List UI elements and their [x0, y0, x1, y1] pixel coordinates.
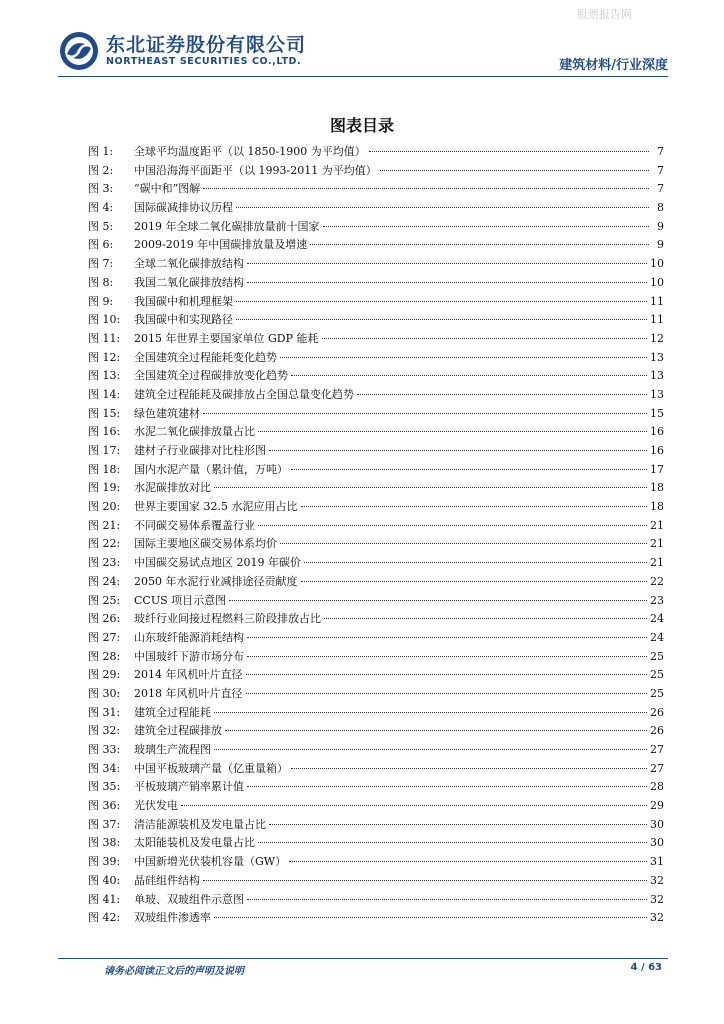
- page-header: [58, 30, 668, 74]
- toc-entry-page: 28: [650, 780, 664, 794]
- toc-entry-number: 图 20:: [88, 500, 121, 514]
- toc-dot-leader: [214, 748, 647, 750]
- toc-entry[interactable]: [88, 311, 664, 330]
- toc-entry-page: 16: [650, 425, 664, 439]
- toc-entry-label: 不同碳交易体系覆盖行业: [134, 518, 255, 532]
- toc-entry-page: 24: [650, 630, 664, 644]
- toc-entry-label: 我国碳中和机理框架: [134, 294, 233, 308]
- toc-entry-number: 图 29:: [88, 668, 121, 682]
- toc-dot-leader: [289, 860, 647, 862]
- toc-entry[interactable]: [88, 479, 664, 498]
- toc-entry-page: 7: [657, 163, 664, 177]
- toc-entry-number: 图 42:: [88, 911, 121, 925]
- toc-entry-number: 图 17:: [88, 444, 121, 457]
- toc-entry-label: 2015 年世界主要国家单位 GDP 能耗: [134, 331, 319, 345]
- toc-entry-number: 图 21:: [88, 518, 121, 532]
- toc-dot-leader: [247, 655, 647, 657]
- toc-entry-label: 2009-2019 年中国碳排放量及增速: [134, 238, 308, 252]
- toc-entry-number: 图 5:: [88, 219, 114, 233]
- toc-entry-number: 图 33:: [88, 743, 121, 756]
- toc-dot-leader: [214, 711, 647, 713]
- toc-entry-label: 建筑全过程能耗及碳排放占全国总量变化趋势: [134, 387, 354, 401]
- toc-entry-label: 全国建筑全过程碳排放变化趋势: [134, 369, 288, 383]
- toc-entry-page: 13: [650, 387, 664, 401]
- toc-entry[interactable]: [88, 722, 664, 741]
- toc-dot-leader: [236, 318, 647, 320]
- toc-dot-leader: [181, 804, 647, 806]
- toc-entry[interactable]: [88, 666, 664, 685]
- footer-disclaimer: 请务必阅读正文后的声明及说明: [104, 966, 244, 977]
- toc-entry[interactable]: [88, 704, 664, 723]
- toc-dot-leader: [247, 785, 647, 787]
- toc-dot-leader: [291, 767, 647, 769]
- toc-entry-number: 图 27:: [88, 630, 121, 644]
- toc-entry-label: CCUS 项目示意图: [134, 593, 227, 607]
- toc-entry-label: 水泥二氧化碳排放量占比: [134, 425, 255, 439]
- toc-entry[interactable]: [88, 778, 664, 797]
- toc-dot-leader: [247, 262, 647, 264]
- toc-dot-leader: [280, 356, 647, 358]
- toc-entry-label: 国际碳减排协议历程: [134, 201, 233, 215]
- toc-entry[interactable]: [88, 648, 664, 667]
- toc-dot-leader: [323, 225, 650, 227]
- toc-dot-leader: [246, 673, 648, 675]
- toc-dot-leader: [369, 150, 649, 152]
- toc-entry-label: 山东玻纤能源消耗结构: [134, 630, 244, 644]
- footer-divider: [58, 958, 668, 959]
- toc-entry-label: 玻璃生产流程图: [134, 743, 211, 756]
- table-of-figures: [88, 143, 664, 928]
- toc-dot-leader: [214, 486, 647, 488]
- toc-entry-page: 31: [650, 855, 664, 869]
- toc-dot-leader: [301, 580, 648, 582]
- toc-entry-page: 26: [650, 724, 664, 738]
- toc-entry-number: 图 34:: [88, 761, 121, 775]
- toc-entry-label: 中国新增光伏装机容量（GW）: [134, 855, 287, 869]
- toc-entry-label: 全国建筑全过程能耗变化趋势: [134, 350, 277, 364]
- toc-entry-label: 建筑全过程碳排放: [134, 724, 222, 738]
- toc-entry-number: 图 2:: [88, 163, 114, 177]
- toc-entry-label: 国内水泥产量（累计值，万吨）: [134, 462, 288, 476]
- toc-entry-page: 21: [650, 518, 664, 532]
- toc-entry-label: 晶硅组件结构: [134, 873, 200, 887]
- toc-entry[interactable]: [88, 405, 664, 424]
- toc-entry[interactable]: [88, 162, 664, 181]
- toc-entry-number: 图 35:: [88, 780, 121, 794]
- toc-entry-page: 25: [650, 686, 664, 700]
- toc-entry-label: 中国玻纤下游市场分布: [134, 649, 244, 663]
- toc-title: 图表目录: [329, 116, 394, 135]
- toc-entry-number: 图 26:: [88, 612, 121, 626]
- toc-entry-number: 图 8:: [88, 275, 114, 289]
- toc-dot-leader: [357, 393, 647, 395]
- toc-entry[interactable]: [88, 386, 664, 405]
- toc-entry[interactable]: [88, 218, 664, 237]
- toc-dot-leader: [269, 823, 647, 825]
- toc-dot-leader: [247, 898, 647, 900]
- toc-dot-leader: [380, 169, 649, 171]
- toc-entry-page: 21: [650, 537, 664, 551]
- toc-entry[interactable]: [88, 573, 664, 592]
- toc-entry-label: 双玻组件渗透率: [134, 911, 211, 925]
- toc-dot-leader: [229, 599, 647, 601]
- toc-entry-label: 全球平均温度距平（以 1850-1900 为平均值）: [134, 145, 366, 158]
- toc-dot-leader: [225, 729, 647, 731]
- company-logo: [58, 30, 306, 72]
- toc-entry-number: 图 25:: [88, 593, 121, 607]
- toc-entry-page: 7: [657, 145, 664, 158]
- toc-entry-page: 26: [650, 705, 664, 719]
- toc-dot-leader: [291, 468, 647, 470]
- toc-dot-leader: [247, 281, 647, 283]
- toc-entry[interactable]: [88, 274, 664, 293]
- toc-entry-number: 图 41:: [88, 892, 121, 906]
- toc-entry-label: 我国碳中和实现路径: [134, 313, 233, 327]
- toc-entry-page: 25: [650, 668, 664, 682]
- toc-entry[interactable]: [88, 461, 664, 480]
- toc-entry-page: 32: [650, 911, 664, 925]
- toc-entry-number: 图 28:: [88, 649, 121, 663]
- toc-entry-label: 单玻、双玻组件示意图: [134, 892, 244, 906]
- toc-entry[interactable]: [88, 834, 664, 853]
- toc-entry[interactable]: [88, 199, 664, 218]
- toc-dot-leader: [236, 206, 649, 208]
- toc-dot-leader: [301, 505, 648, 507]
- toc-entry[interactable]: [88, 517, 664, 536]
- toc-entry-number: 图 16:: [88, 425, 121, 439]
- toc-entry-page: 8: [657, 201, 664, 215]
- toc-entry-label: 我国二氧化碳排放结构: [134, 275, 244, 289]
- toc-entry-page: 15: [650, 406, 664, 420]
- toc-entry-page: 22: [650, 574, 664, 588]
- toc-entry[interactable]: [88, 891, 664, 910]
- header-divider: [58, 76, 668, 77]
- toc-entry-page: 18: [650, 481, 664, 495]
- toc-entry-number: 图 3:: [88, 182, 114, 196]
- toc-entry-label: “碳中和”图解: [134, 182, 201, 196]
- toc-dot-leader: [304, 561, 647, 563]
- watermark: 股票报告网: [577, 8, 632, 21]
- toc-entry[interactable]: [88, 330, 664, 349]
- toc-entry-number: 图 12:: [88, 350, 121, 364]
- toc-entry-number: 图 1:: [88, 145, 114, 158]
- toc-entry-label: 中国碳交易试点地区 2019 年碳价: [134, 556, 301, 570]
- toc-entry-number: 图 36:: [88, 799, 121, 813]
- toc-entry-page: 13: [650, 369, 664, 383]
- toc-entry-label: 全球二氧化碳排放结构: [134, 257, 244, 271]
- toc-entry-page: 29: [650, 799, 664, 813]
- toc-entry-number: 图 37:: [88, 817, 121, 831]
- toc-entry-number: 图 40:: [88, 873, 121, 887]
- toc-entry-number: 图 32:: [88, 724, 121, 738]
- toc-entry-page: 17: [650, 462, 664, 476]
- toc-entry-number: 图 30:: [88, 686, 121, 700]
- toc-entry-page: 9: [657, 219, 664, 233]
- toc-entry-label: 2019 年全球二氧化碳排放量前十国家: [134, 219, 320, 233]
- toc-entry-page: 10: [650, 257, 664, 271]
- toc-entry[interactable]: [88, 816, 664, 835]
- toc-dot-leader: [247, 636, 647, 638]
- toc-entry-number: 图 15:: [88, 406, 121, 420]
- toc-dot-leader: [203, 879, 647, 881]
- toc-entry-number: 图 11:: [88, 331, 121, 345]
- toc-dot-leader: [280, 542, 647, 544]
- toc-entry-label: 国际主要地区碳交易体系均价: [134, 537, 277, 551]
- company-name-cn: 东北证券股份有限公司: [106, 34, 307, 56]
- toc-entry[interactable]: [88, 293, 664, 312]
- toc-entry-page: 11: [650, 294, 664, 308]
- toc-dot-leader: [203, 412, 647, 414]
- toc-dot-leader: [324, 617, 647, 619]
- toc-entry[interactable]: [88, 255, 664, 274]
- toc-entry[interactable]: [88, 741, 664, 760]
- toc-entry-number: 图 22:: [88, 537, 121, 551]
- toc-entry-label: 光伏发电: [134, 799, 178, 813]
- toc-entry[interactable]: [88, 853, 664, 872]
- toc-entry[interactable]: [88, 629, 664, 648]
- toc-entry-page: 9: [657, 238, 664, 252]
- toc-entry-number: 图 19:: [88, 481, 121, 495]
- toc-entry-page: 13: [650, 350, 664, 364]
- toc-entry[interactable]: [88, 236, 664, 255]
- toc-entry-number: 图 14:: [88, 387, 121, 401]
- toc-entry-number: 图 38:: [88, 836, 121, 850]
- toc-entry-number: 图 4:: [88, 201, 114, 215]
- toc-dot-leader: [203, 187, 649, 189]
- toc-dot-leader: [236, 300, 647, 302]
- toc-entry-label: 2018 年风机叶片直径: [134, 686, 243, 700]
- toc-dot-leader: [258, 524, 647, 526]
- toc-dot-leader: [322, 337, 648, 339]
- toc-dot-leader: [291, 374, 647, 376]
- toc-entry-label: 建材子行业碳排对比柱形图: [134, 444, 266, 457]
- toc-dot-leader: [258, 430, 647, 432]
- toc-entry-page: 23: [650, 593, 664, 607]
- toc-entry-page: 7: [657, 182, 664, 196]
- northeast-securities-logo-icon: [58, 30, 100, 72]
- toc-entry-page: 18: [650, 500, 664, 514]
- report-type: 建筑材料/行业深度: [559, 58, 668, 73]
- toc-entry-number: 图 6:: [88, 238, 114, 252]
- toc-entry-label: 中国平板玻璃产量（亿重量箱）: [134, 761, 288, 775]
- toc-entry[interactable]: [88, 143, 664, 162]
- toc-entry[interactable]: [88, 797, 664, 816]
- toc-entry-page: 10: [650, 275, 664, 289]
- toc-entry-number: 图 23:: [88, 556, 121, 570]
- toc-entry-page: 11: [650, 313, 664, 327]
- toc-entry[interactable]: [88, 442, 664, 461]
- toc-entry-label: 水泥碳排放对比: [134, 481, 211, 495]
- toc-entry-label: 绿色建筑建材: [134, 406, 200, 420]
- toc-entry[interactable]: [88, 423, 664, 442]
- toc-entry[interactable]: [88, 685, 664, 704]
- toc-entry[interactable]: [88, 554, 664, 573]
- toc-entry-page: 27: [650, 743, 664, 756]
- toc-entry-page: 30: [650, 836, 664, 850]
- toc-entry-label: 建筑全过程能耗: [134, 705, 211, 719]
- toc-entry-page: 25: [650, 649, 664, 663]
- toc-entry[interactable]: [88, 535, 664, 554]
- toc-entry-label: 中国沿海海平面距平（以 1993-2011 为平均值）: [134, 163, 377, 177]
- toc-entry[interactable]: [88, 872, 664, 891]
- toc-entry[interactable]: [88, 367, 664, 386]
- toc-entry[interactable]: [88, 760, 664, 779]
- toc-entry-label: 2014 年风机叶片直径: [134, 668, 243, 682]
- toc-entry-page: 16: [650, 444, 664, 457]
- toc-entry-label: 世界主要国家 32.5 水泥应用占比: [134, 500, 298, 514]
- toc-entry[interactable]: [88, 180, 664, 199]
- toc-dot-leader: [310, 243, 649, 245]
- toc-entry-number: 图 18:: [88, 462, 121, 476]
- toc-entry-number: 图 10:: [88, 313, 121, 327]
- toc-entry-page: 32: [650, 873, 664, 887]
- toc-entry-number: 图 31:: [88, 705, 121, 719]
- toc-entry[interactable]: [88, 610, 664, 629]
- toc-entry-label: 太阳能装机及发电量占比: [134, 836, 255, 850]
- toc-entry[interactable]: [88, 349, 664, 368]
- toc-entry[interactable]: [88, 909, 664, 928]
- toc-entry-page: 24: [650, 612, 664, 626]
- toc-entry[interactable]: [88, 592, 664, 611]
- toc-dot-leader: [246, 692, 648, 694]
- page-number: 4 / 63: [630, 962, 662, 973]
- toc-entry-page: 12: [650, 331, 664, 345]
- toc-entry-number: 图 7:: [88, 257, 114, 271]
- toc-dot-leader: [214, 916, 647, 918]
- toc-entry-page: 21: [650, 556, 664, 570]
- toc-dot-leader: [258, 841, 647, 843]
- toc-entry-label: 清洁能源装机及发电量占比: [134, 817, 266, 831]
- company-name-en: NORTHEAST SECURITIES CO.,LTD.: [106, 56, 302, 67]
- toc-entry-number: 图 13:: [88, 369, 121, 383]
- toc-entry-number: 图 39:: [88, 855, 121, 869]
- toc-entry-page: 27: [650, 761, 664, 775]
- toc-dot-leader: [269, 449, 647, 451]
- toc-entry-number: 图 9:: [88, 294, 114, 308]
- toc-entry[interactable]: [88, 498, 664, 517]
- toc-entry-label: 2050 年水泥行业减排途径贡献度: [134, 574, 298, 588]
- toc-entry-page: 30: [650, 817, 664, 831]
- toc-entry-label: 玻纤行业间接过程燃料三阶段排放占比: [134, 612, 321, 626]
- toc-entry-label: 平板玻璃产销率累计值: [134, 780, 244, 794]
- toc-entry-number: 图 24:: [88, 574, 121, 588]
- toc-entry-page: 32: [650, 892, 664, 906]
